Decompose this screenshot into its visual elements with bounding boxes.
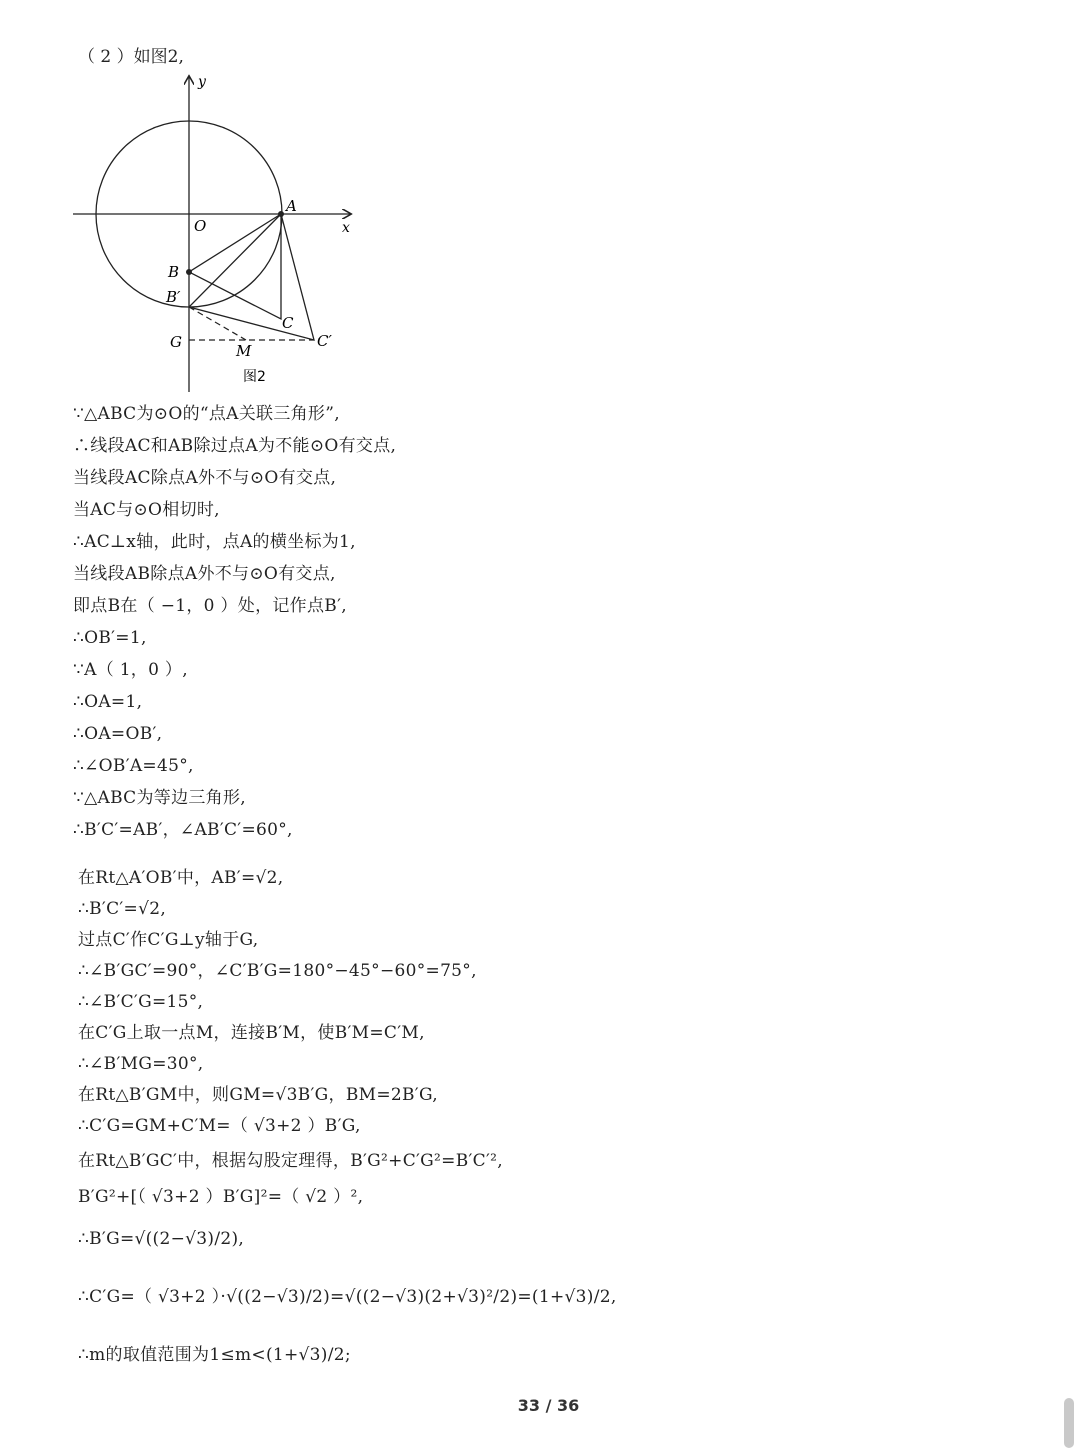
solution-line: ∴∠B′GC′=90°，∠C′B′G=180°−45°−60°=75°, xyxy=(78,961,477,981)
solution-line: ∴∠B′C′G=15°, xyxy=(78,992,204,1012)
label-o: O xyxy=(194,217,207,235)
solution-line: ∴OA=1, xyxy=(73,692,143,712)
solution-line: ∴OB′=1, xyxy=(73,628,147,648)
figure-2 xyxy=(70,72,360,397)
label-c-prime: C′ xyxy=(317,332,332,350)
solution-line: ∴B′C′=AB′，∠AB′C′=60°, xyxy=(73,820,293,840)
label-g: G xyxy=(170,333,182,351)
point-a xyxy=(278,211,284,217)
point-b xyxy=(186,269,192,275)
solution-line: ∵△ABC为⊙O的“点A关联三角形”, xyxy=(73,404,340,424)
solution-line: ∴B′G=√((2−√3)/2), xyxy=(78,1229,245,1249)
solution-line: ∵A（ 1，0 ）, xyxy=(73,660,188,680)
segment-b1m xyxy=(189,307,246,340)
solution-line: ∴OA=OB′, xyxy=(73,724,163,744)
label-b-prime: B′ xyxy=(166,288,181,306)
solution-line: ∴C′G=（ √3+2 ）·√((2−√3)/2)=√((2−√3)(2+√3)²/2)=(1+√3)/2, xyxy=(78,1287,617,1307)
solution-line: 当线段AC除点A外不与⊙O有交点, xyxy=(73,468,337,488)
solution-line: 即点B在（ −1，0 ）处，记作点B′, xyxy=(73,596,347,616)
solution-line: 在Rt△B′GM中，则GM=√3B′G，BM=2B′G, xyxy=(78,1085,438,1105)
solution-line: ∴B′C′=√2, xyxy=(78,899,167,919)
solution-line: ∴∠B′MG=30°, xyxy=(78,1054,204,1074)
solution-line: ∴C′G=GM+C′M=（ √3+2 ）B′G, xyxy=(78,1116,361,1136)
solution-line: 当AC与⊙O相切时, xyxy=(73,500,220,520)
label-b: B xyxy=(168,263,180,281)
solution-line: 当线段AB除点A外不与⊙O有交点, xyxy=(73,564,336,584)
solution-line: ∵△ABC为等边三角形, xyxy=(73,788,246,808)
solution-line: 在Rt△B′GC′中，根据勾股定理得，B′G²+C′G²=B′C′², xyxy=(78,1151,503,1171)
part-label: （ 2 ）如图2, xyxy=(78,47,184,67)
solution-line: 过点C′作C′G⊥y轴于G, xyxy=(78,930,259,950)
solution-line: ∴m的取值范围为1≤m<(1+√3)/2; xyxy=(78,1345,351,1365)
solution-line: 在Rt△A′OB′中，AB′=√2, xyxy=(78,868,284,888)
label-a: A xyxy=(286,197,297,215)
figure-caption: 图2 xyxy=(243,369,266,385)
solution-line: B′G²+[（ √3+2 ）B′G]²=（ √2 ）², xyxy=(78,1187,364,1207)
geometry-diagram xyxy=(70,72,360,397)
page-number: 33 / 36 xyxy=(517,1396,580,1415)
solution-line: ∴∠OB′A=45°, xyxy=(73,756,194,776)
label-c: C xyxy=(282,314,294,332)
solution-line: ∴线段AC和AB除过点A为不能⊙O有交点, xyxy=(73,436,397,456)
solution-line: 在C′G上取一点M，连接B′M，使B′M=C′M, xyxy=(78,1023,425,1043)
solution-line: ∴AC⊥x轴，此时，点A的横坐标为1, xyxy=(73,532,356,552)
label-m: M xyxy=(236,342,252,360)
label-y: y xyxy=(198,74,206,90)
label-x: x xyxy=(342,220,350,236)
scrollbar-thumb[interactable] xyxy=(1064,1398,1074,1448)
